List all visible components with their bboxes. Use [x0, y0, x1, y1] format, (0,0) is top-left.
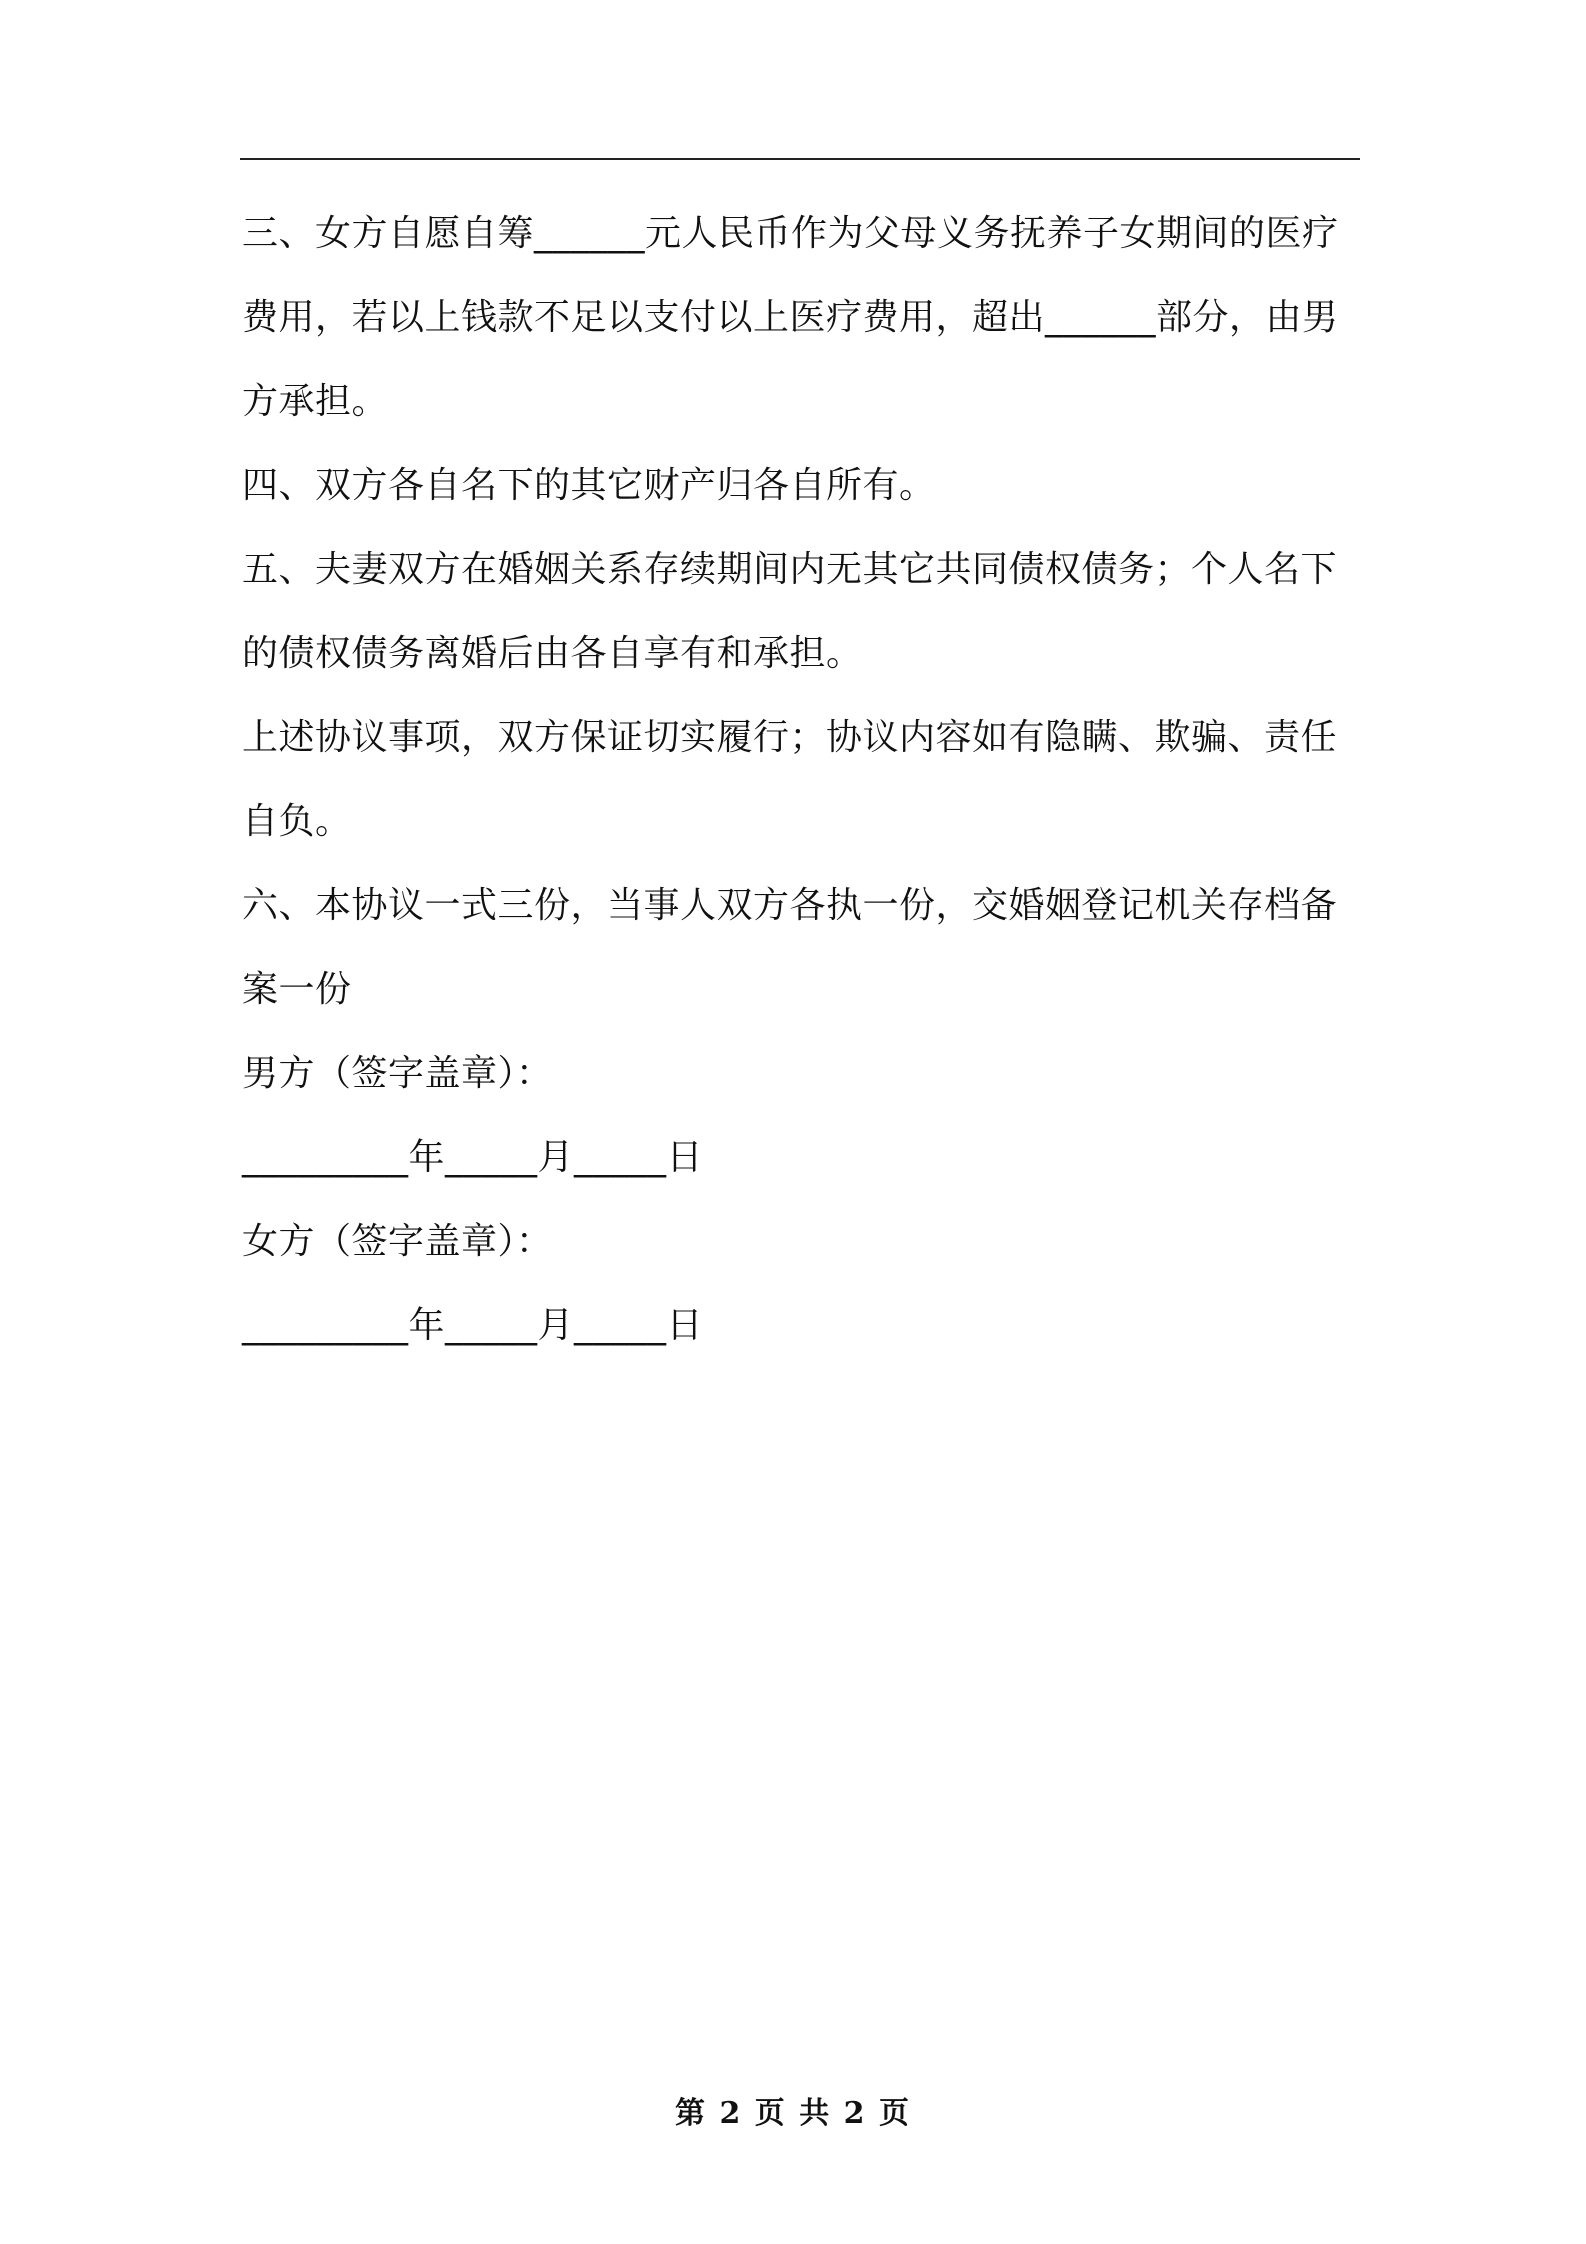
agreement-statement: 上述协议事项，双方保证切实履行；协议内容如有隐瞒、欺骗、责任自负。 — [242, 717, 1338, 842]
clause-six: 六、本协议一式三份，当事人双方各执一份，交婚姻登记机关存档备案一份 — [242, 885, 1338, 1010]
male-signature-label: 男方（签字盖章）： — [242, 1053, 553, 1094]
female-signature-label: 女方（签字盖章）： — [242, 1221, 553, 1262]
clause-five: 五、夫妻双方在婚姻关系存续期间内无其它共同债权债务；个人名下的债权债务离婚后由各自享有和承担。 — [242, 549, 1338, 674]
document-body — [242, 192, 1362, 1368]
clause-four: 四、双方各自名下的其它财产归各自所有。 — [242, 465, 936, 506]
male-signature-date: _________年_____月_____日 — [242, 1137, 703, 1178]
female-signature-date: _________年_____月_____日 — [242, 1305, 703, 1346]
page-number: 第 2 页 共 2 页 — [675, 2096, 911, 2131]
clause-three: 三、女方自愿自筹______元人民币作为父母义务抚养子女期间的医疗费用，若以上钱款不足以支付以上医疗费用，超出______部分，由男方承担。 — [242, 213, 1339, 422]
header-divider — [240, 158, 1360, 160]
